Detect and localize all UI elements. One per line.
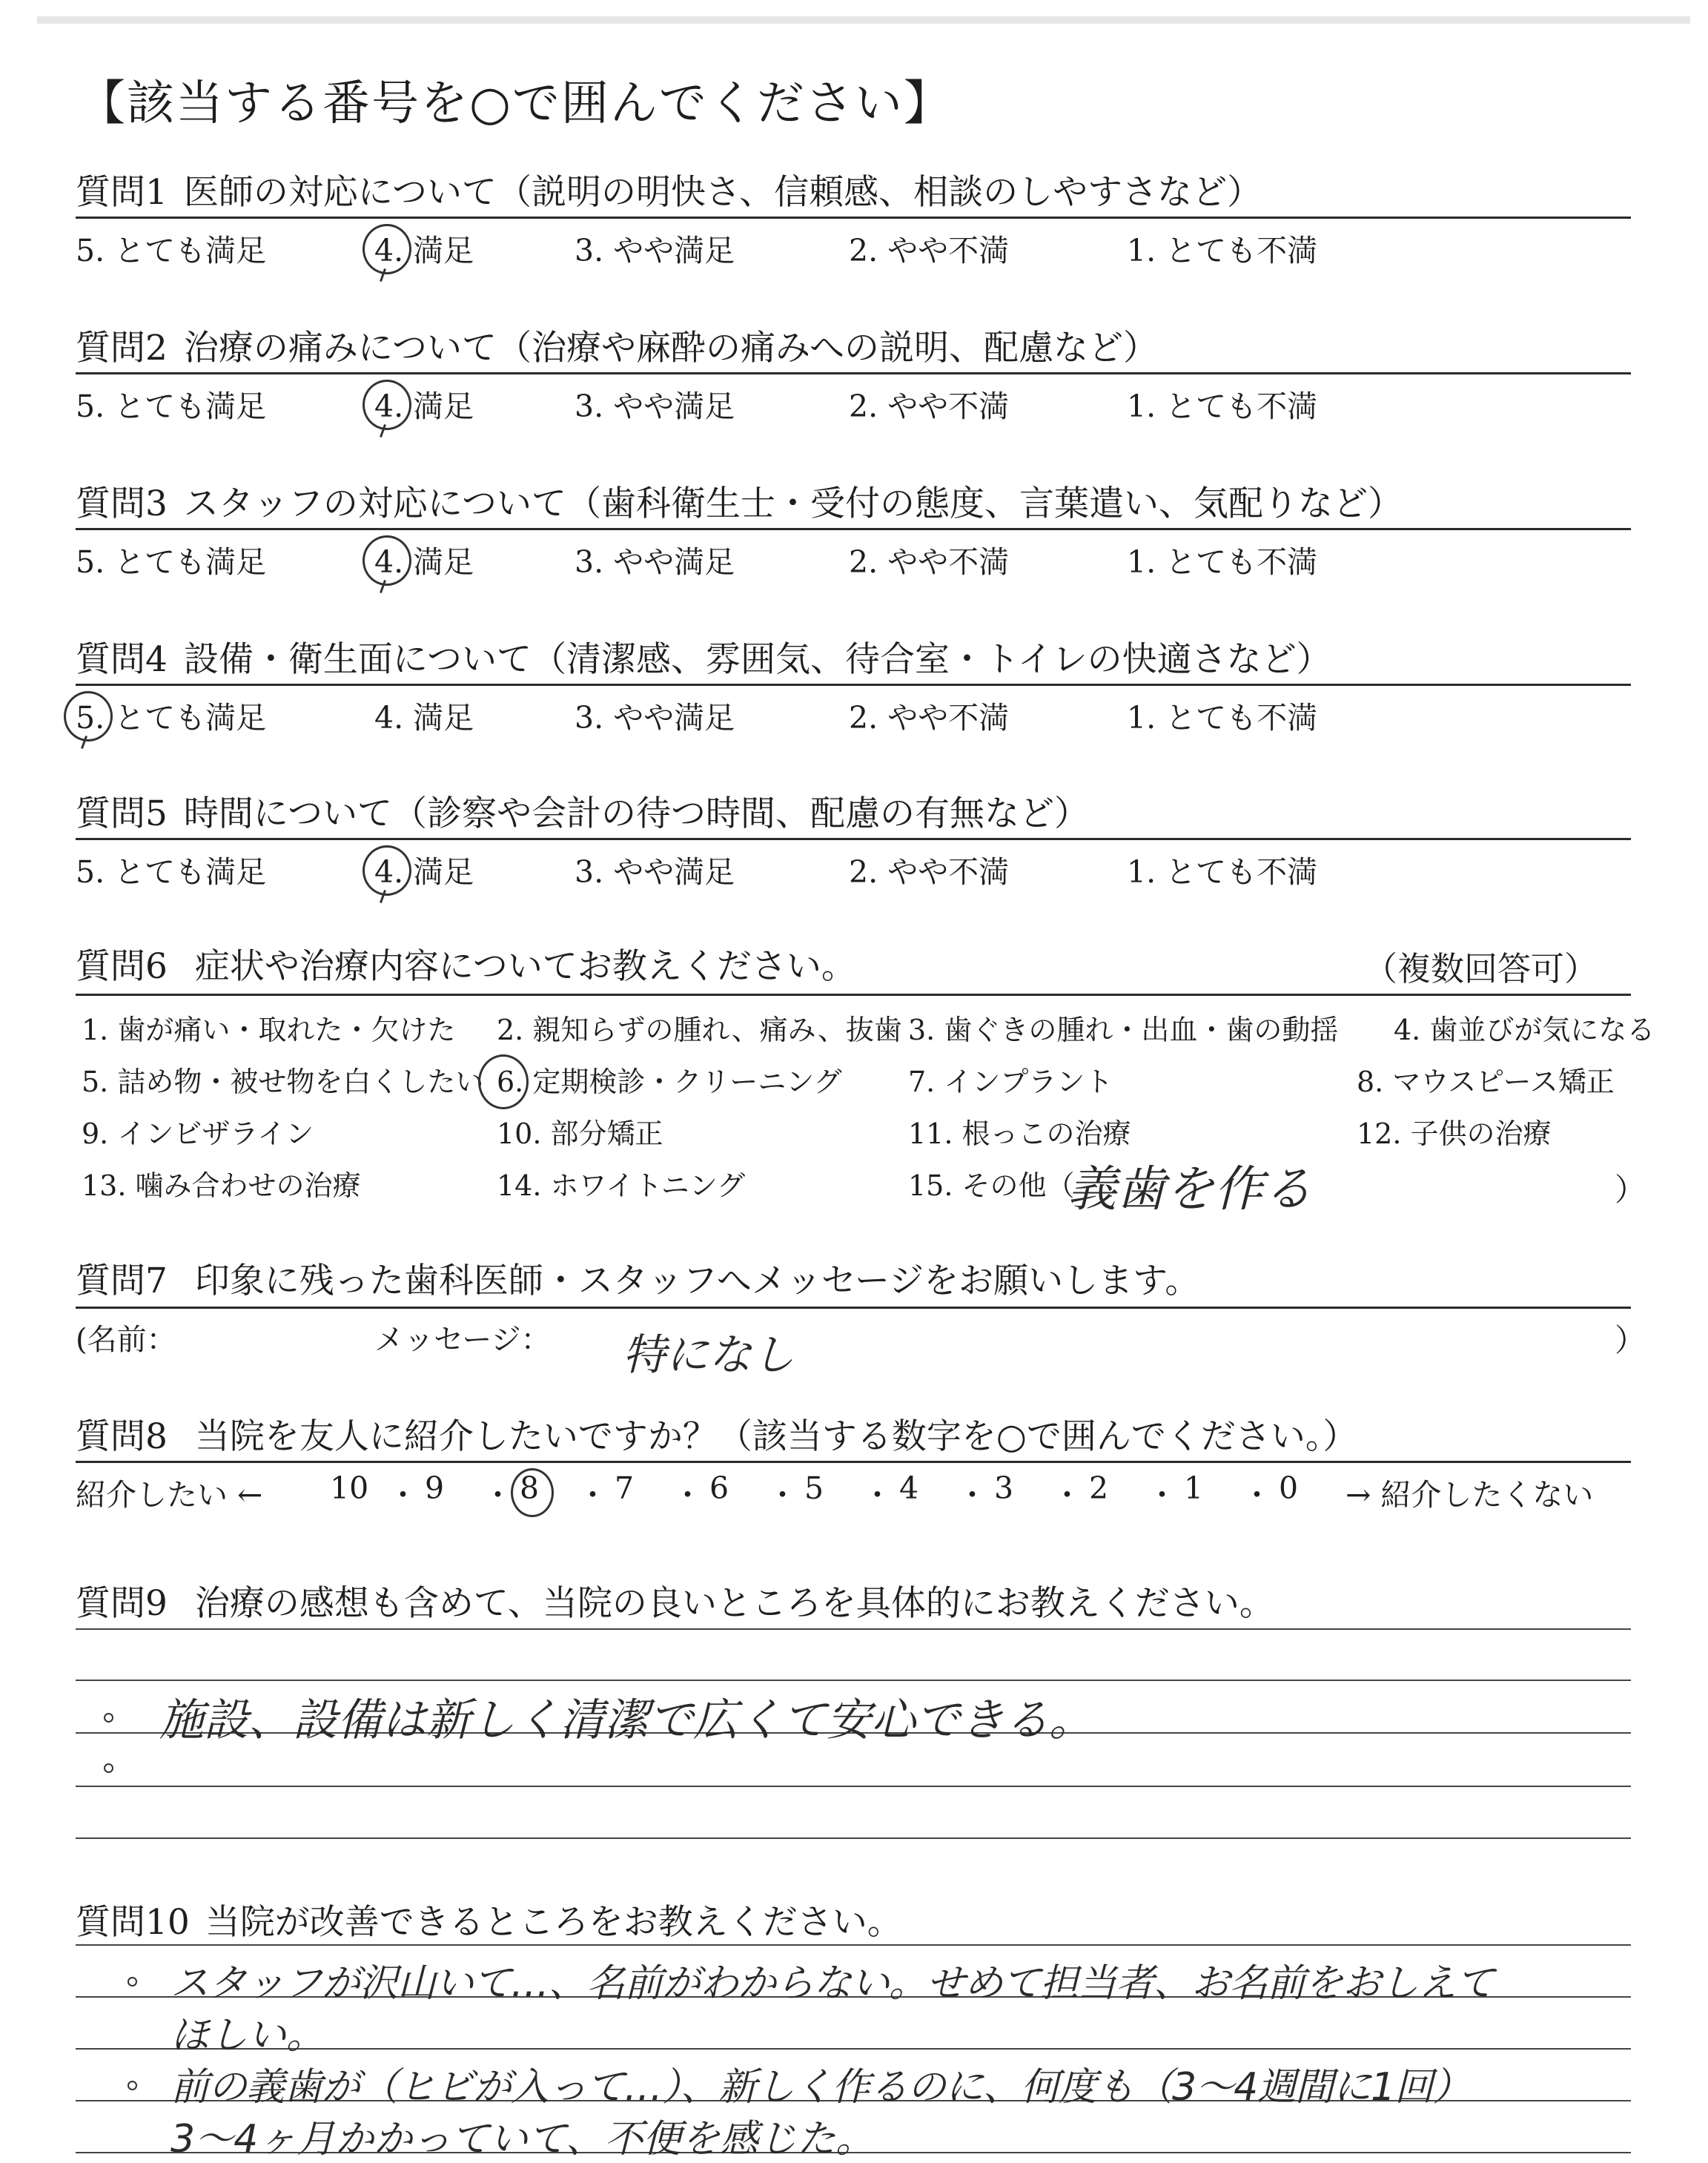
q2-rule — [76, 372, 1631, 374]
q8-left-label: 紹介したい ← — [76, 1477, 263, 1513]
q4-rule — [76, 684, 1631, 686]
q8-separator: ・ — [672, 1477, 703, 1513]
q4-option-4[interactable]: 4. 満足 — [374, 700, 474, 736]
q1-option-5[interactable]: 5. とても満足 — [76, 233, 267, 268]
q2-option-2[interactable]: 2. やや不満 — [849, 389, 1010, 424]
q5-label: 質問5 — [76, 793, 168, 834]
q10-bullet-1 — [128, 1977, 137, 1987]
q8-scale-4[interactable]: 4 — [899, 1470, 919, 1506]
q10-text: 当院が改善できるところをお教えください。 — [205, 1902, 902, 1943]
q3-option-3[interactable]: 3. やや満足 — [575, 544, 735, 580]
q8-scale-2[interactable]: 2 — [1089, 1470, 1109, 1506]
q2-option-4[interactable]: 4. 満足 — [374, 389, 474, 424]
q6-item-11[interactable]: 11. 根っこの治療 — [908, 1117, 1131, 1150]
q2-selection-circle — [363, 380, 411, 430]
q8-separator: ・ — [957, 1477, 987, 1513]
q1-heading — [76, 165, 1262, 214]
q5-selection-circle — [363, 845, 411, 896]
q3-option-4[interactable]: 4. 満足 — [374, 544, 474, 580]
q9-writing-line-1 — [76, 1628, 1631, 1630]
q8-separator: ・ — [388, 1477, 418, 1513]
q8-separator: ・ — [862, 1477, 893, 1513]
q1-option-2[interactable]: 2. やや不満 — [849, 233, 1010, 268]
q9-bullet-1 — [104, 1713, 113, 1723]
q2-label: 質問2 — [76, 328, 168, 369]
q6-selection-circle — [478, 1054, 529, 1109]
q9-heading — [76, 1576, 1274, 1625]
q2-option-3[interactable]: 3. やや満足 — [575, 389, 735, 424]
q4-option-2[interactable]: 2. やや不満 — [849, 700, 1010, 736]
q6-item-4[interactable]: 4. 歯並びが気になる — [1394, 1014, 1655, 1046]
q8-scale-10[interactable]: 10 — [330, 1470, 369, 1506]
q8-right-label: → 紹介したくない — [1345, 1477, 1594, 1513]
q8-heading — [76, 1409, 1357, 1459]
q3-heading — [76, 476, 1403, 526]
q5-text: 時間について（診察や会計の待つ時間、配慮の有無など） — [183, 793, 1089, 834]
q6-item-5[interactable]: 5. 詰め物・被せ物を白くしたい — [82, 1066, 484, 1098]
q6-other-close-paren: ） — [1615, 1172, 1646, 1208]
q8-scale-5[interactable]: 5 — [804, 1470, 824, 1506]
q10-handwriting-line-4: 3〜4ヶ月かかっていて、不便を感じた。 — [171, 2117, 875, 2162]
q8-separator: ・ — [1052, 1477, 1082, 1513]
q4-option-3[interactable]: 3. やや満足 — [575, 700, 735, 736]
q6-item-15[interactable]: 15. その他（ — [908, 1169, 1075, 1202]
q6-item-10[interactable]: 10. 部分矯正 — [497, 1117, 663, 1150]
q1-option-1[interactable]: 1. とても不満 — [1127, 233, 1318, 268]
q8-separator: ・ — [1242, 1477, 1272, 1513]
q9-label: 質問9 — [76, 1583, 168, 1624]
q5-option-1[interactable]: 1. とても不満 — [1127, 854, 1318, 890]
q2-text: 治療の痛みについて（治療や麻酔の痛みへの説明、配慮など） — [183, 328, 1159, 369]
q1-rule — [76, 217, 1631, 219]
q6-item-12[interactable]: 12. 子供の治療 — [1357, 1117, 1552, 1150]
q9-bullet-2 — [104, 1763, 113, 1773]
q3-rule — [76, 528, 1631, 530]
q8-scale-6[interactable]: 6 — [709, 1470, 729, 1506]
q8-label: 質問8 — [76, 1416, 168, 1457]
q8-scale-3[interactable]: 3 — [994, 1470, 1014, 1506]
page-title: 【該当する番号を○で囲んでください】 — [78, 76, 953, 131]
q10-handwriting-line-2: ほしい。 — [171, 2013, 325, 2058]
q3-text: スタッフの対応について（歯科衛生士・受付の態度、言葉遣い、気配りなど） — [183, 483, 1403, 524]
q7-text: 印象に残った歯科医師・スタッフへメッセージをお願いします。 — [194, 1261, 1200, 1301]
q6-item-8[interactable]: 8. マウスピース矯正 — [1357, 1066, 1615, 1098]
q6-item-1[interactable]: 1. 歯が痛い・取れた・欠けた — [82, 1014, 456, 1046]
q1-selection-circle — [363, 224, 411, 274]
q6-item-3[interactable]: 3. 歯ぐきの腫れ・出血・歯の動揺 — [908, 1014, 1339, 1046]
q5-option-2[interactable]: 2. やや不満 — [849, 854, 1010, 890]
q4-heading — [76, 632, 1331, 681]
q10-handwriting-line-1: スタッフが沢山いて…、名前がわからない。せめて担当者、お名前をおしえて — [171, 1961, 1494, 2006]
q5-option-3[interactable]: 3. やや満足 — [575, 854, 735, 890]
q8-rule — [76, 1461, 1631, 1463]
q10-bullet-2 — [128, 2081, 137, 2090]
q7-message-label: メッセージ： — [374, 1323, 551, 1357]
q5-option-4[interactable]: 4. 満足 — [374, 854, 474, 890]
q8-scale-1[interactable]: 1 — [1184, 1470, 1204, 1506]
q7-close-paren: ） — [1615, 1322, 1646, 1358]
q1-label: 質問1 — [76, 172, 168, 213]
q3-option-1[interactable]: 1. とても不満 — [1127, 544, 1318, 580]
q6-text: 症状や治療内容についてお教えください。 — [194, 946, 856, 987]
q10-writing-line-1 — [76, 1944, 1631, 1946]
q3-label: 質問3 — [76, 483, 168, 524]
q5-rule — [76, 838, 1631, 840]
q5-heading — [76, 786, 1089, 836]
q7-handwriting: 特になし — [623, 1330, 795, 1380]
q4-text: 設備・衛生面について（清潔感、雰囲気、待合室・トイレの快適さなど） — [183, 639, 1331, 680]
q3-option-5[interactable]: 5. とても満足 — [76, 544, 267, 580]
q6-item-7[interactable]: 7. インプラント — [908, 1066, 1113, 1098]
q9-writing-line-2 — [76, 1680, 1631, 1681]
q4-label: 質問4 — [76, 639, 168, 680]
q3-option-2[interactable]: 2. やや不満 — [849, 544, 1010, 580]
q9-writing-line-5 — [76, 1837, 1631, 1839]
q6-item-6[interactable]: 6. 定期検診・クリーニング — [497, 1066, 842, 1098]
q6-note: （複数回答可） — [1364, 949, 1598, 988]
q9-text: 治療の感想も含めて、当院の良いところを具体的にお教えください。 — [194, 1583, 1274, 1624]
q8-scale-9[interactable]: 9 — [425, 1470, 445, 1506]
q6-item-14[interactable]: 14. ホワイトニング — [497, 1169, 746, 1202]
q6-heading — [76, 939, 856, 988]
q6-label: 質問6 — [76, 946, 168, 987]
q7-label: 質問7 — [76, 1261, 168, 1301]
q8-separator: ・ — [767, 1477, 798, 1513]
scan-top-edge — [37, 16, 1690, 24]
q8-separator: ・ — [1147, 1477, 1177, 1513]
q8-separator: ・ — [577, 1477, 608, 1513]
q9-handwriting-line-1: 施設、設備は新しく清潔で広くて安心できる。 — [159, 1694, 1093, 1746]
q6-rule — [76, 994, 1631, 996]
q8-scale-7[interactable]: 7 — [615, 1470, 635, 1506]
q2-heading — [76, 320, 1158, 370]
q5-option-5[interactable]: 5. とても満足 — [76, 854, 267, 890]
q4-option-5[interactable]: 5. とても満足 — [76, 700, 267, 736]
q6-item-9[interactable]: 9. インビザライン — [82, 1117, 314, 1150]
q10-label: 質問10 — [76, 1902, 190, 1943]
q8-scale-0[interactable]: 0 — [1279, 1470, 1299, 1506]
q7-heading — [76, 1253, 1199, 1303]
q8-selection-circle — [511, 1468, 554, 1517]
q6-item-13[interactable]: 13. 噛み合わせの治療 — [82, 1169, 361, 1202]
q3-selection-circle — [363, 535, 411, 586]
q6-other-handwriting: 義歯を作る — [1068, 1160, 1312, 1218]
q10-heading — [76, 1895, 902, 1944]
q8-text: 当院を友人に紹介したいですか？（該当する数字を○で囲んでください。） — [194, 1416, 1358, 1457]
q4-selection-circle — [64, 691, 113, 742]
q1-text: 医師の対応について（説明の明快さ、信頼感、相談のしやすさなど） — [183, 172, 1262, 213]
q4-option-1[interactable]: 1. とても不満 — [1127, 700, 1318, 736]
q1-option-4[interactable]: 4. 満足 — [374, 233, 474, 268]
q1-option-3[interactable]: 3. やや満足 — [575, 233, 735, 268]
q8-separator: ・ — [483, 1477, 513, 1513]
q2-option-5[interactable]: 5. とても満足 — [76, 389, 267, 424]
q6-item-2[interactable]: 2. 親知らずの腫れ、痛み、抜歯 — [497, 1014, 902, 1046]
q7-name-label: (名前： — [76, 1323, 176, 1357]
q10-handwriting-line-3: 前の義歯が（ヒビが入って…）、新しく作るのに、何度も（3〜4週間に1回） — [171, 2065, 1471, 2110]
q8-scale-8[interactable]: 8 — [520, 1470, 540, 1506]
q7-rule — [76, 1307, 1631, 1309]
q9-writing-line-4 — [76, 1786, 1631, 1787]
q2-option-1[interactable]: 1. とても不満 — [1127, 389, 1318, 424]
